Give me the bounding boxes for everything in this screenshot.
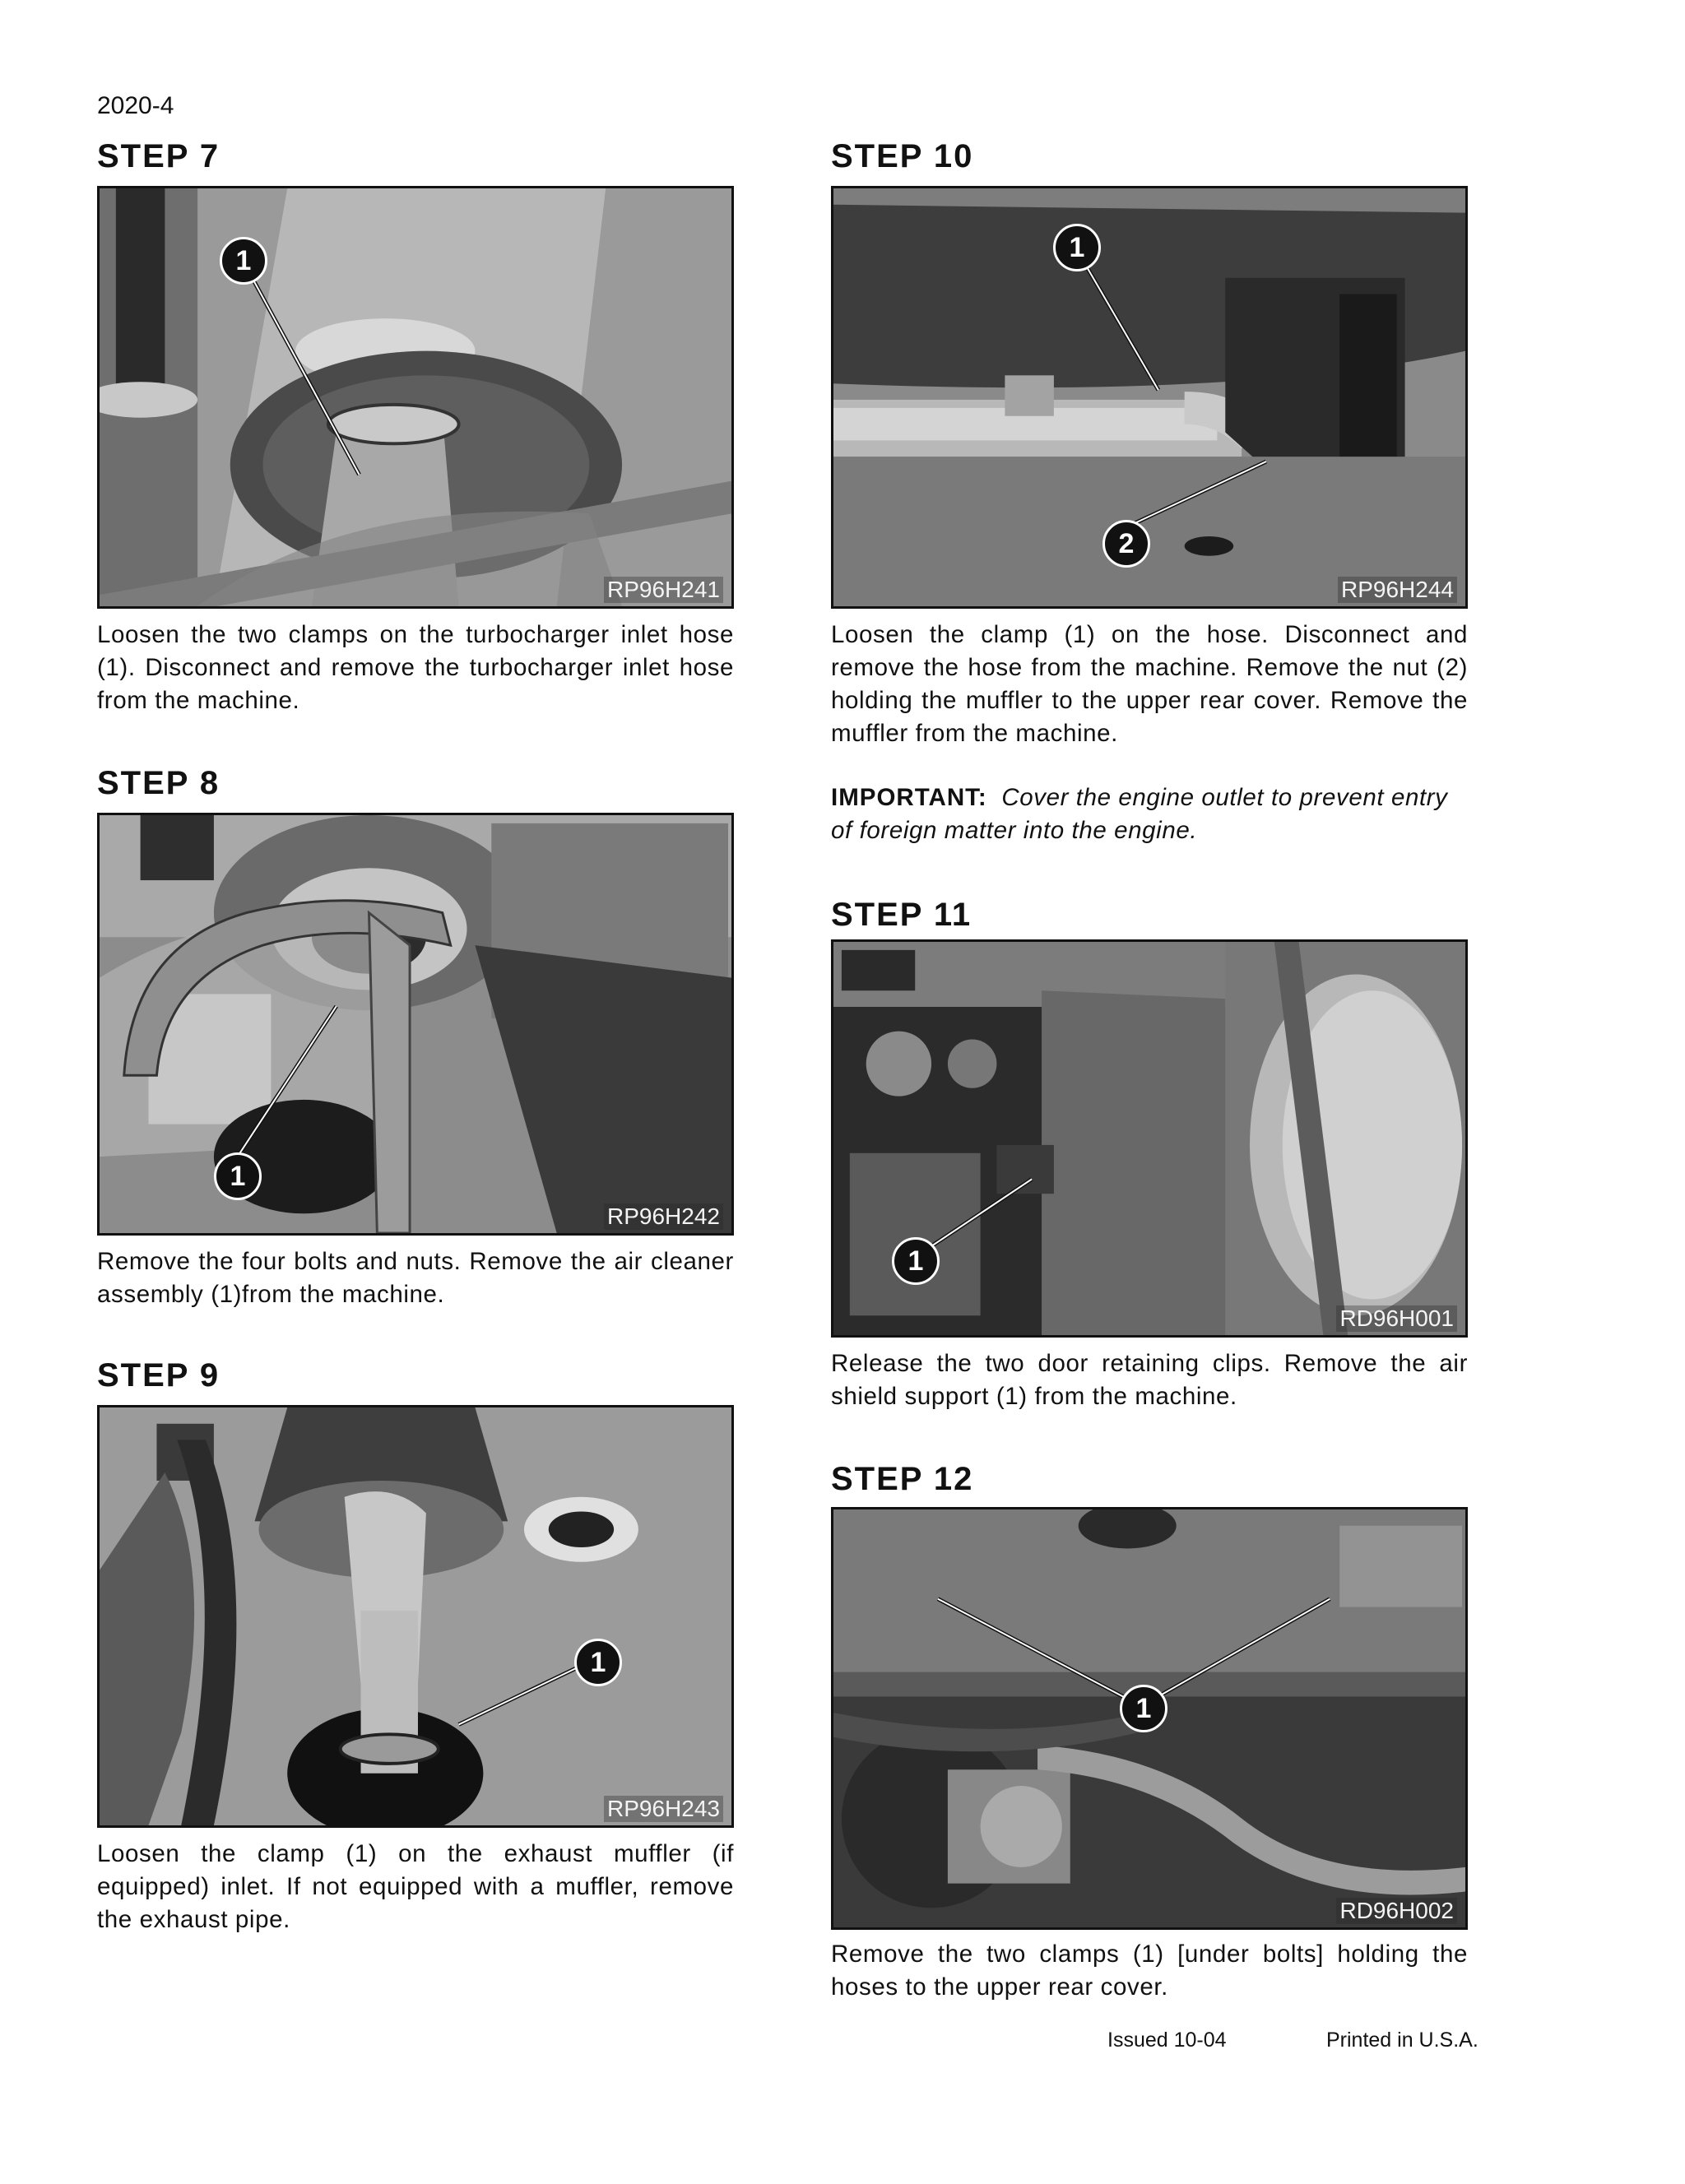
- step-8-photo: [97, 813, 734, 1236]
- callout-1: 1: [1053, 224, 1101, 271]
- step-9-photo: [97, 1405, 734, 1828]
- callout-1: 1: [574, 1639, 622, 1686]
- step-12-photo: [831, 1507, 1468, 1930]
- step-11-caption: Release the two door retaining clips. Remove the air shield support (1) from the machine.: [831, 1350, 1468, 1410]
- callout-1: 1: [220, 237, 267, 285]
- step-10-title: STEP 10: [831, 138, 974, 174]
- step-7-photo: [97, 186, 734, 609]
- figure-code: RP96H244: [1338, 577, 1457, 603]
- step-12-caption: Remove the two clamps (1) [under bolts] holding the hoses to the upper rear cover.: [831, 1941, 1468, 2001]
- callout-1: 1: [1120, 1685, 1167, 1732]
- step-11-title: STEP 11: [831, 897, 972, 933]
- figure-code: RP96H241: [604, 577, 723, 603]
- step-8-caption: Remove the four bolts and nuts. Remove the air cleaner assembly (1)from the machine.: [97, 1248, 734, 1308]
- step-10-photo: [831, 186, 1468, 609]
- figure-code: RD96H001: [1336, 1305, 1457, 1332]
- step-9-title: STEP 9: [97, 1357, 220, 1393]
- step-7-caption: Loosen the two clamps on the turbocharger inlet hose (1). Disconnect and remove the turbocharger inlet hose from the machine.: [97, 621, 734, 714]
- step-11-photo: [831, 939, 1468, 1338]
- callout-2: 2: [1102, 520, 1150, 568]
- callout-1: 1: [892, 1237, 940, 1285]
- figure-code: RD96H002: [1336, 1898, 1457, 1924]
- figure-code: RP96H243: [604, 1796, 723, 1822]
- footer-printed: Printed in U.S.A.: [1326, 2029, 1478, 2052]
- important-label: IMPORTANT:: [831, 784, 987, 811]
- figure-code: RP96H242: [604, 1203, 723, 1230]
- page-number: 2020-4: [97, 92, 174, 119]
- step-7-title: STEP 7: [97, 138, 220, 174]
- important-note: [831, 781, 1468, 847]
- important-text: Cover the engine outlet to prevent entry of foreign matter into the engine.: [831, 784, 1448, 844]
- step-9-caption: Loosen the clamp (1) on the exhaust muffler (if equipped) inlet. If not equipped with a muffler, remove the exhaust pipe.: [97, 1840, 734, 1933]
- step-10-caption: Loosen the clamp (1) on the hose. Disconnect and remove the hose from the machine. Remove the nut (2) holding the muffler to the upper rear cover. Remove the muffler from the machine.: [831, 621, 1468, 747]
- step-12-title: STEP 12: [831, 1461, 974, 1497]
- step-8-title: STEP 8: [97, 765, 220, 801]
- footer-issued: Issued 10-04: [1107, 2029, 1227, 2052]
- callout-1: 1: [214, 1152, 262, 1200]
